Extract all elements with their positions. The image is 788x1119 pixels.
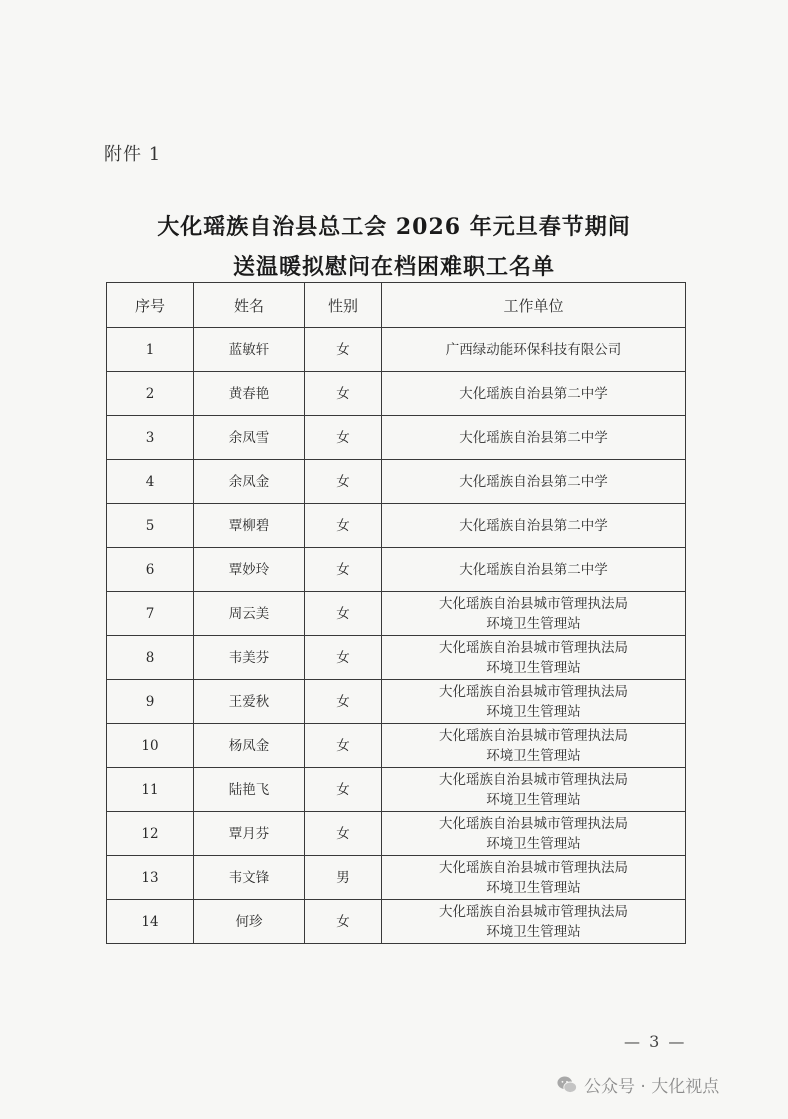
- watermark: [556, 1072, 719, 1097]
- row-name-cell: 蓝敏轩: [194, 328, 305, 372]
- row-number-cell: 14: [107, 900, 194, 944]
- row-work-unit-cell: [382, 724, 686, 768]
- row-work-unit-cell: [382, 636, 686, 680]
- row-name-cell: 黄春艳: [194, 372, 305, 416]
- row-work-unit-cell: [382, 768, 686, 812]
- row-work-unit-cell: [382, 680, 686, 724]
- row-number-cell: 2: [107, 372, 194, 416]
- page-number: — 3 —: [624, 1032, 687, 1051]
- table-row: [107, 812, 686, 856]
- table-header-row: [107, 283, 686, 328]
- row-number-cell: 12: [107, 812, 194, 856]
- table-row: [107, 460, 686, 504]
- row-work-unit-cell: [382, 460, 686, 504]
- work-unit-line: 环境卫生管理站: [486, 659, 581, 676]
- table-row: [107, 680, 686, 724]
- table-row: [107, 592, 686, 636]
- work-unit-line: 大化瑶族自治县第二中学: [459, 517, 608, 534]
- work-unit-line: 大化瑶族自治县城市管理执法局: [439, 639, 628, 656]
- row-work-unit-cell: [382, 812, 686, 856]
- row-name-cell: 王爱秋: [194, 680, 305, 724]
- row-name-cell: 杨凤金: [194, 724, 305, 768]
- row-name-cell: 覃月芬: [194, 812, 305, 856]
- table-row: [107, 504, 686, 548]
- row-gender-cell: 女: [305, 812, 382, 856]
- header-number: 序号: [107, 283, 194, 328]
- table-row: [107, 416, 686, 460]
- row-work-unit-cell: [382, 856, 686, 900]
- row-number-cell: 3: [107, 416, 194, 460]
- row-number-cell: 4: [107, 460, 194, 504]
- header-work-unit: 工作单位: [382, 283, 686, 328]
- row-gender-cell: 女: [305, 328, 382, 372]
- row-work-unit-cell: [382, 504, 686, 548]
- table-row: [107, 328, 686, 372]
- row-gender-cell: 女: [305, 460, 382, 504]
- work-unit-line: 广西绿动能环保科技有限公司: [445, 341, 622, 358]
- row-name-cell: 何珍: [194, 900, 305, 944]
- row-number-cell: 6: [107, 548, 194, 592]
- table-row: [107, 768, 686, 812]
- row-name-cell: 韦美芬: [194, 636, 305, 680]
- row-gender-cell: 女: [305, 548, 382, 592]
- work-unit-line: 大化瑶族自治县城市管理执法局: [439, 683, 628, 700]
- row-gender-cell: 女: [305, 724, 382, 768]
- work-unit-line: 大化瑶族自治县城市管理执法局: [439, 815, 628, 832]
- row-number-cell: 1: [107, 328, 194, 372]
- table-row: [107, 548, 686, 592]
- row-work-unit-cell: [382, 548, 686, 592]
- table-row: [107, 900, 686, 944]
- row-gender-cell: 女: [305, 504, 382, 548]
- row-number-cell: 13: [107, 856, 194, 900]
- row-work-unit-cell: [382, 328, 686, 372]
- row-work-unit-cell: [382, 372, 686, 416]
- work-unit-line: 环境卫生管理站: [486, 791, 581, 808]
- work-unit-line: 环境卫生管理站: [486, 615, 581, 632]
- watermark-text: 公众号 · 大化视点: [584, 1077, 720, 1097]
- table-row: [107, 724, 686, 768]
- roster-table: [106, 282, 686, 944]
- work-unit-line: 大化瑶族自治县城市管理执法局: [439, 771, 628, 788]
- document-title-line-2: 送温暖拟慰问在档困难职工名单: [232, 254, 555, 280]
- work-unit-line: 大化瑶族自治县城市管理执法局: [439, 727, 628, 744]
- attachment-label: 附件 1: [104, 144, 162, 165]
- row-number-cell: 8: [107, 636, 194, 680]
- work-unit-line: 大化瑶族自治县城市管理执法局: [439, 595, 628, 612]
- document-title-line-1: 大化瑶族自治县总工会 2026 年元旦春节期间: [157, 214, 631, 240]
- table-row: [107, 856, 686, 900]
- table-row: [107, 372, 686, 416]
- row-gender-cell: 女: [305, 636, 382, 680]
- row-name-cell: 韦文锋: [194, 856, 305, 900]
- work-unit-line: 环境卫生管理站: [486, 703, 581, 720]
- row-number-cell: 7: [107, 592, 194, 636]
- row-number-cell: 9: [107, 680, 194, 724]
- roster-table-body: [107, 328, 686, 944]
- row-gender-cell: 女: [305, 372, 382, 416]
- row-gender-cell: 女: [305, 416, 382, 460]
- work-unit-line: 大化瑶族自治县第二中学: [459, 385, 608, 402]
- header-name: 姓名: [194, 283, 305, 328]
- row-gender-cell: 男: [305, 856, 382, 900]
- table-row: [107, 636, 686, 680]
- row-name-cell: 覃柳碧: [194, 504, 305, 548]
- row-number-cell: 10: [107, 724, 194, 768]
- row-gender-cell: 女: [305, 900, 382, 944]
- work-unit-line: 大化瑶族自治县第二中学: [459, 561, 608, 578]
- work-unit-line: 大化瑶族自治县第二中学: [459, 473, 608, 490]
- work-unit-line: 大化瑶族自治县第二中学: [459, 429, 608, 446]
- row-gender-cell: 女: [305, 768, 382, 812]
- work-unit-line: 大化瑶族自治县城市管理执法局: [439, 903, 628, 920]
- work-unit-line: 环境卫生管理站: [486, 879, 581, 896]
- row-work-unit-cell: [382, 416, 686, 460]
- work-unit-line: 环境卫生管理站: [486, 835, 581, 852]
- row-gender-cell: 女: [305, 592, 382, 636]
- wechat-icon: [556, 1075, 578, 1095]
- row-work-unit-cell: [382, 900, 686, 944]
- row-name-cell: 覃妙玲: [194, 548, 305, 592]
- row-name-cell: 余凤雪: [194, 416, 305, 460]
- row-gender-cell: 女: [305, 680, 382, 724]
- work-unit-line: 大化瑶族自治县城市管理执法局: [439, 859, 628, 876]
- row-number-cell: 11: [107, 768, 194, 812]
- row-number-cell: 5: [107, 504, 194, 548]
- work-unit-line: 环境卫生管理站: [486, 747, 581, 764]
- row-name-cell: 周云美: [194, 592, 305, 636]
- work-unit-line: 环境卫生管理站: [486, 923, 581, 940]
- header-gender: 性别: [305, 283, 382, 328]
- row-name-cell: 余凤金: [194, 460, 305, 504]
- row-name-cell: 陆艳飞: [194, 768, 305, 812]
- row-work-unit-cell: [382, 592, 686, 636]
